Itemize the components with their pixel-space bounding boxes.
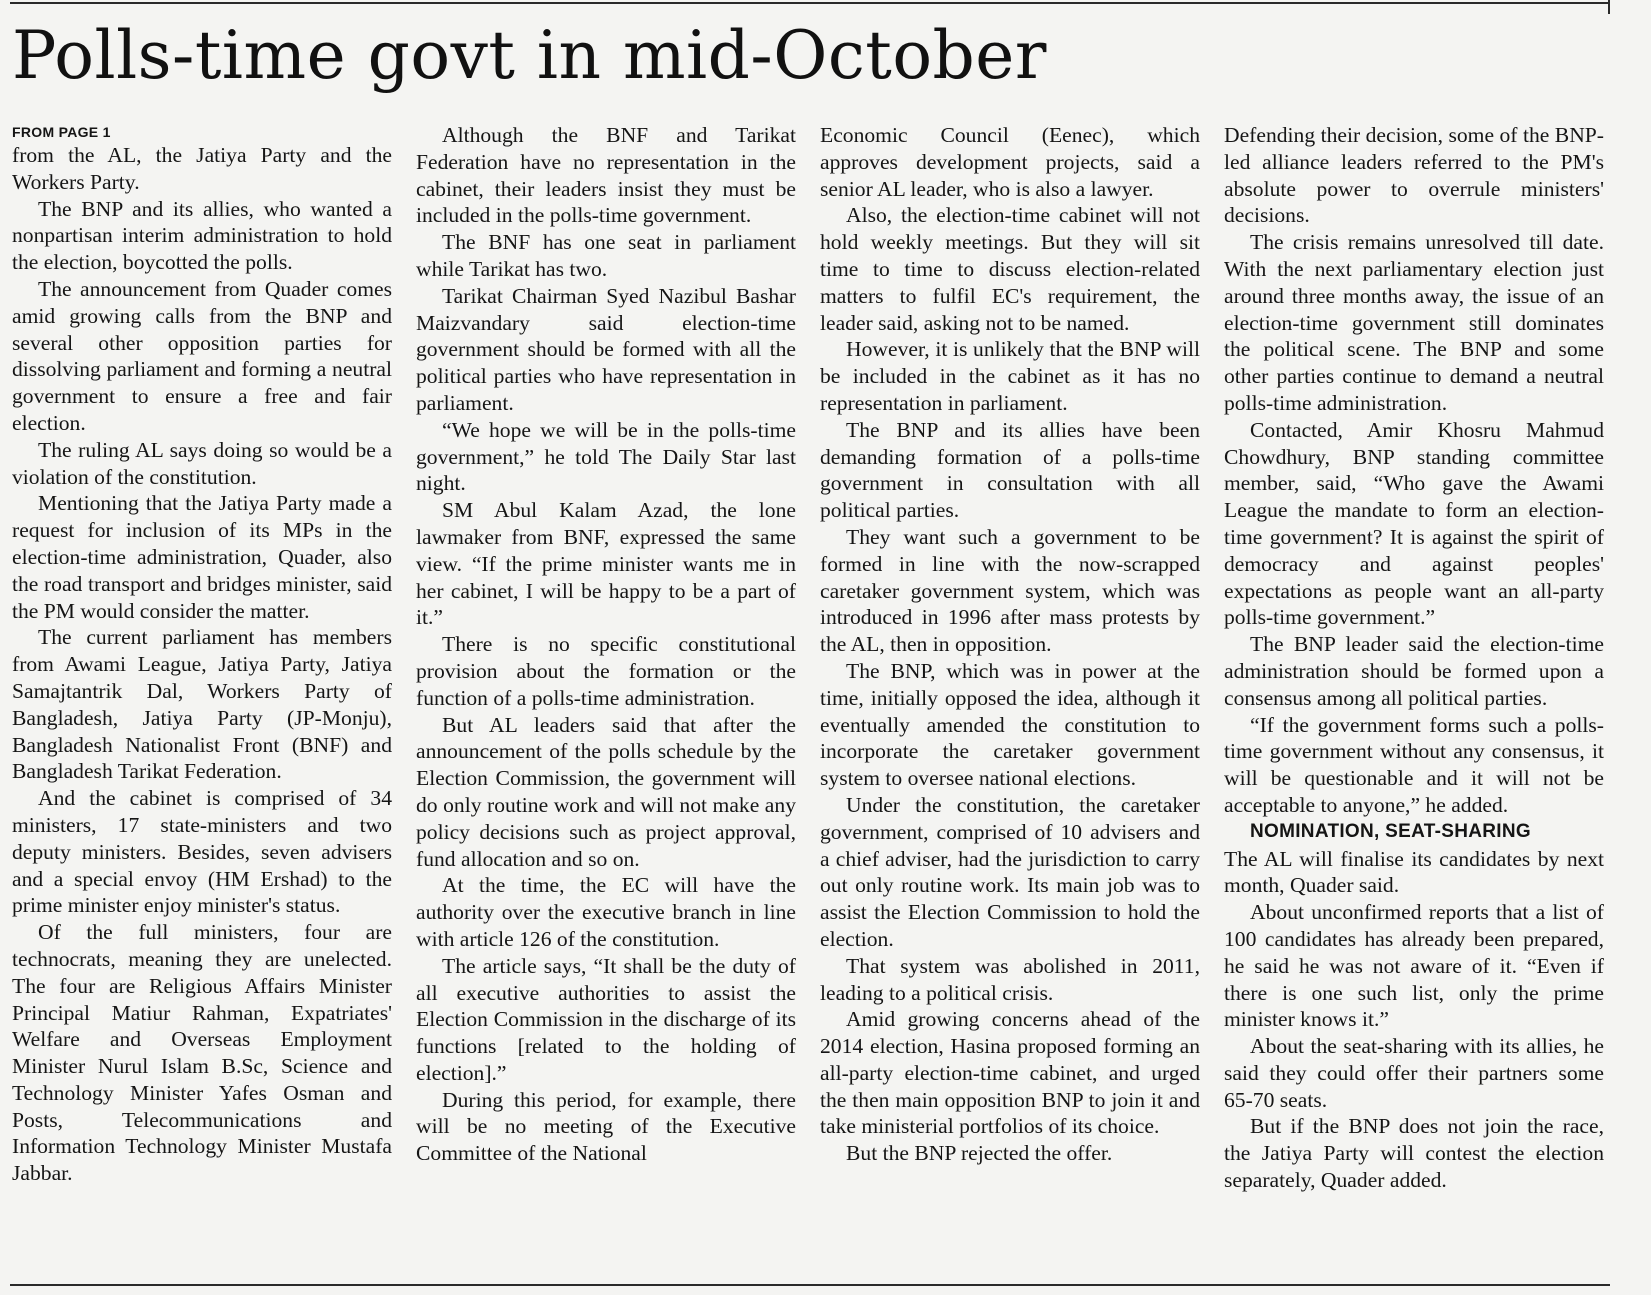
paragraph: Of the full ministers, four are technocrats, meaning they are unelected. The four are Religious Affairs Minister Principal Matiur Rahman, Expatriates' Welfare and Overseas Employment Minister Nurul Islam B.Sc, Science and Technology Minister Yafes Osman and Posts, Telecommunications and Information Technology Minister Mustafa Jabbar. xyxy=(12,920,392,1186)
paragraph: At the time, the EC will have the authority over the executive branch in line with article 126 of the constitution. xyxy=(416,873,796,951)
paragraph: The article says, “It shall be the duty of all executive authorities to assist the Election Commission in the discharge of its functions [related to the holding of election].” xyxy=(416,953,796,1085)
paragraph: Also, the election-time cabinet will not hold weekly meetings. But they will sit time to time to discuss election-related matters to fulfil EC's requirement, the leader said, asking not to be named. xyxy=(820,203,1200,335)
column-2 xyxy=(416,122,796,1272)
paragraph: The BNP and its allies, who wanted a nonpartisan interim administration to hold the election, boycotted the polls. xyxy=(12,196,392,275)
paragraph: Economic Council (Eenec), which approves development projects, said a senior AL leader, who is also a lawyer. xyxy=(820,123,1200,201)
paragraph: But AL leaders said that after the announcement of the polls schedule by the Election Commission, the government will do only routine work and will not make any policy decisions such as project approval, fund allocation and so on. xyxy=(416,712,796,871)
paragraph: But if the BNP does not join the race, the Jatiya Party will contest the election separately, Quader added. xyxy=(1224,1114,1604,1193)
paragraph: Defending their decision, some of the BNP-led alliance leaders referred to the PM's absolute power to overrule ministers' decisions. xyxy=(1224,123,1604,228)
paragraph: Tarikat Chairman Syed Nazibul Bashar Maizvandary said election-time government should be formed with all the political parties who have representation in parliament. xyxy=(416,283,796,415)
corner-rule xyxy=(1608,0,1610,14)
headline: Polls-time govt in mid-October xyxy=(12,17,1047,94)
paragraph: The BNP and its allies have been demanding formation of a polls-time government in consultation with all political parties. xyxy=(820,417,1200,523)
paragraph: Although the BNF and Tarikat Federation have no representation in the cabinet, their leaders insist they must be included in the polls-time government. xyxy=(416,123,796,228)
paragraph: There is no specific constitutional provision about the formation or the function of a polls-time administration. xyxy=(416,632,796,710)
column-1 xyxy=(12,122,392,1272)
paragraph: The ruling AL says doing so would be a violation of the constitution. xyxy=(12,437,392,489)
paragraph: The BNP leader said the election-time administration should be formed upon a consensus among all political parties. xyxy=(1224,632,1604,710)
paragraph: “If the government forms such a polls-time government without any consensus, it will be questionable and it will not be acceptable to anyone,” he added. xyxy=(1224,712,1604,817)
column-3 xyxy=(820,122,1200,1272)
from-page-kicker: FROM PAGE 1 xyxy=(12,124,111,140)
paragraph: About unconfirmed reports that a list of 100 candidates has already been prepared, he said he was not aware of it. “Even if there is one such list, only the prime minister knows it.” xyxy=(1224,900,1604,1032)
paragraph: That system was abolished in 2011, leading to a political crisis. xyxy=(820,953,1200,1005)
paragraph: However, it is unlikely that the BNP will be included in the cabinet as it has no representation in parliament. xyxy=(820,337,1200,415)
paragraph: Under the constitution, the caretaker government, comprised of 10 advisers and a chief adviser, had the jurisdiction to carry out only routine work. Its main job was to assist the Election Commission to hold the election. xyxy=(820,792,1200,951)
paragraph: The announcement from Quader comes amid growing calls from the BNP and several other opposition parties for dissolving parliament and forming a neutral government to ensure a free and fair election. xyxy=(12,276,392,435)
paragraph: The crisis remains unresolved till date. With the next parliamentary election just around three months away, the issue of an election-time government still dominates the political scene. The BNP and some other parties continue to demand a neutral polls-time administration. xyxy=(1224,230,1604,415)
paragraph: But the BNP rejected the offer. xyxy=(846,1141,1113,1166)
paragraph: During this period, for example, there will be no meeting of the Executive Committee of the National xyxy=(416,1087,796,1166)
paragraph: The AL will finalise its candidates by next month, Quader said. xyxy=(1224,846,1604,898)
paragraph: SM Abul Kalam Azad, the lone lawmaker from BNF, expressed the same view. “If the prime minister wants me in her cabinet, I will be happy to be a part of it.” xyxy=(416,498,796,630)
paragraph: The BNP, which was in power at the time, initially opposed the idea, although it eventually amended the constitution to incorporate the caretaker government system to oversee national elections. xyxy=(820,658,1200,791)
paragraph: They want such a government to be formed in line with the now-scrapped caretaker government system, which was introduced in 1996 after mass protests by the AL, then in opposition. xyxy=(820,524,1200,657)
paragraph: The current parliament has members from Awami League, Jatiya Party, Jatiya Samajtantrik Dal, Workers Party of Bangladesh, Jatiya Party (JP-Monju), Bangladesh Nationalist Front (BNF) and Bangladesh Tarikat Federation. xyxy=(12,625,392,784)
paragraph: Amid growing concerns ahead of the 2014 election, Hasina proposed forming an all-party election-time cabinet, and urged the then main opposition BNP to join it and take ministerial portfolios of its choice. xyxy=(820,1007,1200,1139)
column-4 xyxy=(1224,122,1604,1272)
paragraph: The BNF has one seat in parliament while Tarikat has two. xyxy=(416,230,796,281)
paragraph: from the AL, the Jatiya Party and the Workers Party. xyxy=(12,143,392,194)
paragraph: “We hope we will be in the polls-time government,” he told The Daily Star last night. xyxy=(416,417,796,496)
bottom-rule xyxy=(10,1284,1610,1286)
paragraph: And the cabinet is comprised of 34 ministers, 17 state-ministers and two deputy ministers. Besides, seven advisers and a special envoy (HM Ershad) to the prime minister enjoy minister's status. xyxy=(12,786,392,918)
paragraph: Contacted, Amir Khosru Mahmud Chowdhury, BNP standing committee member, said, “Who gave the Awami League the mandate to form an election-time government? It is against the spirit of democracy and against peoples' expectations as people want an all-party polls-time government.” xyxy=(1224,417,1604,630)
paragraph: Mentioning that the Jatiya Party made a request for inclusion of its MPs in the election-time administration, Quader, also the road transport and bridges minister, said the PM would consider the matter. xyxy=(12,491,392,623)
paragraph: About the seat-sharing with its allies, he said they could offer their partners some 65-70 seats. xyxy=(1224,1034,1604,1112)
section-subheading: NOMINATION, SEAT-SHARING xyxy=(1250,820,1531,842)
top-rule xyxy=(10,2,1610,4)
